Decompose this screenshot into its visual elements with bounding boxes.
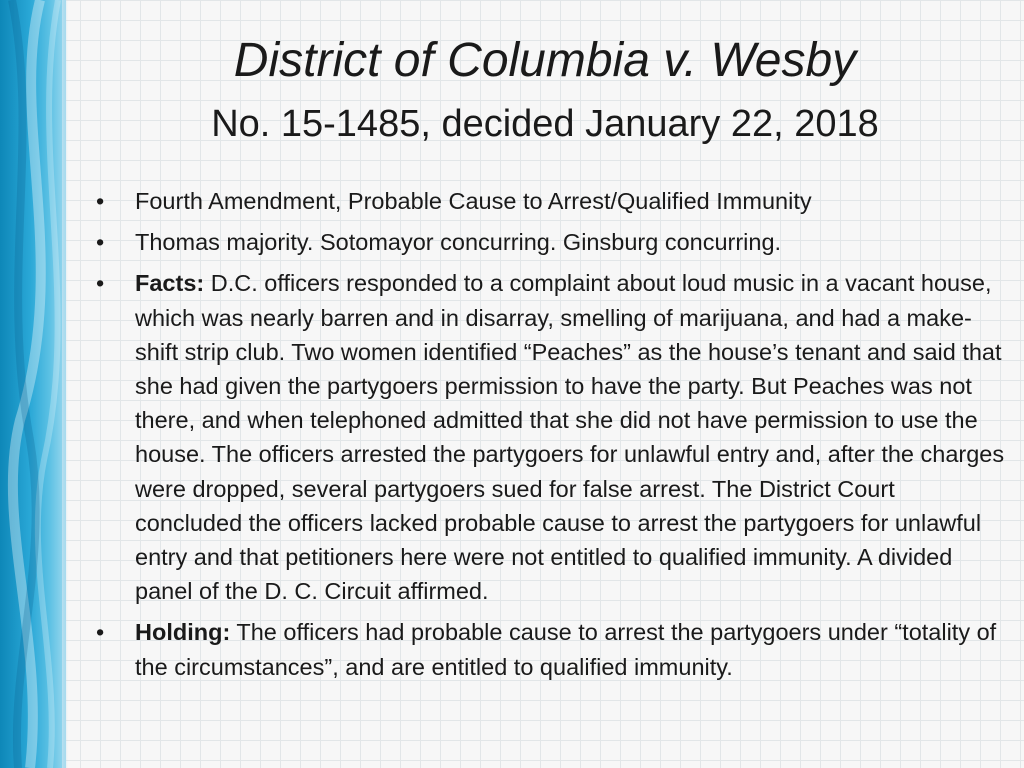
bullet-item [96,184,1006,218]
facts-text: D.C. officers responded to a complaint about loud music in a vacant house, which was nearly barren and in disarray, smelling of marijuana, and had a make-shift strip club. Two women identified “Peaches” as the house’s tenant and said that she had given the partygoers permission to have the party. But Peaches was not there, and when telephoned admitted that she did not have permission to use the house. The officers arrested the partygoers for unlawful entry and, after the charges were dropped, several partygoers sued for false arrest. The District Court concluded the officers lacked probable cause to arrest the partygoers for unlawful entry and that petitioners here were not entitled to qualified immunity. A divided panel of the D. C. Circuit affirmed. [135,270,1005,605]
bullet-icon: • [96,619,105,646]
bullet-icon: • [96,188,105,214]
bullet-icon: • [96,270,105,297]
holding-text: The officers had probable cause to arrest the partygoers under “totality of the circumstances”, and are entitled to qualified immunity. [135,619,997,680]
decorative-wave-graphic [0,0,66,768]
bullet-text: Thomas majority. Sotomayor concurring. Ginsburg concurring. [135,229,782,256]
slide-subtitle: No. 15-1485, decided January 22, 2018 [211,103,879,145]
decorative-side-panel [0,0,66,768]
slide-title: District of Columbia v. Wesby [233,34,857,87]
bullet-icon: • [96,229,105,256]
bullet-item-holding [96,615,1006,683]
bullet-list [96,184,1006,691]
bullet-text: Fourth Amendment, Probable Cause to Arrest/Qualified Immunity [135,188,812,214]
facts-label: Facts: [135,270,205,297]
bullet-item-facts [96,266,1006,608]
bullet-item [96,225,1006,259]
holding-label: Holding: [135,619,231,646]
